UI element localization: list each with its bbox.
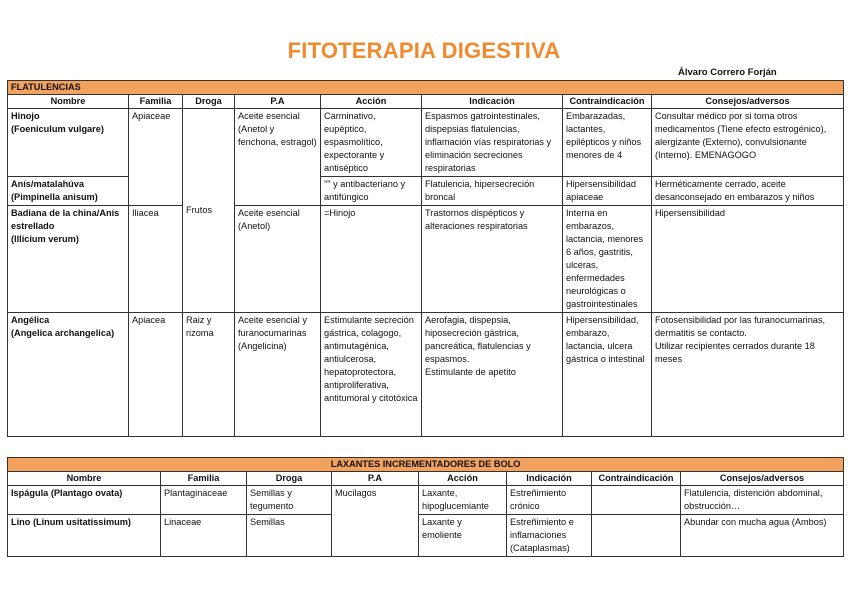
table-row [8, 486, 844, 515]
indicacion-cell: Trastornos dispépticos y alteraciones respiratorias [422, 206, 563, 313]
accion-cell: Laxante, hipoglucemiante [419, 486, 507, 515]
familia-cell: Apiaceae [129, 109, 183, 206]
accion-cell: Estimulante secreción gástrica, colagogo, antimutagénica, antiulcerosa, hepatoprotectora, antiproliferativa, antitumoral y citotóxica [321, 313, 422, 437]
common-name: Hinojo [11, 111, 40, 121]
consejos-cell: Abundar con mucha agua (Ambos) [681, 515, 844, 557]
consejos-text: Utilizar recipientes cerrados durante 18 meses [655, 341, 815, 364]
droga-cell: Frutos [183, 109, 235, 313]
col-header: Acción [321, 95, 422, 109]
author-name: Álvaro Correro Forján [678, 67, 777, 78]
pa-cell: Aceite esencial (Anetol) [235, 206, 321, 313]
indicacion-cell: Estreñimiento e inflamaciones (Cataplasmas) [507, 515, 592, 557]
accion-cell: Carminativo, eupéptico, espasmolítico, expectorante y antiséptico [321, 109, 422, 177]
common-name: Angélica [11, 315, 50, 325]
indicacion-cell [422, 313, 563, 437]
col-header: Contraindicación [592, 472, 681, 486]
droga-cell: Semillas y tegumento [247, 486, 332, 515]
common-name: Anís/matalahúva [11, 179, 85, 189]
col-header: P.A [235, 95, 321, 109]
laxantes-table [7, 457, 844, 557]
pa-cell: Aceite esencial (Anetol y fenchona, estragol) [235, 109, 321, 206]
latin-name: (Angelica archangelica) [11, 328, 115, 338]
familia-cell: Plantaginaceae [161, 486, 247, 515]
page-title: FITOTERAPIA DIGESTIVA [287, 38, 561, 63]
col-header: Familia [129, 95, 183, 109]
consejos-cell [652, 313, 844, 437]
droga-cell: Semillas [247, 515, 332, 557]
contra-cell [592, 515, 681, 557]
indicacion-text: Estimulante de apetito [425, 367, 516, 377]
table-row [8, 109, 844, 177]
latin-name: (Pimpinella anisum) [11, 192, 98, 202]
accion-cell: "" y antibacteriano y antifúngico [321, 177, 422, 206]
table-row [8, 313, 844, 437]
droga-cell: Raiz y rizoma [183, 313, 235, 437]
nombre-cell [8, 206, 129, 313]
section-title: LAXANTES INCREMENTADORES DE BOLO [8, 458, 844, 472]
nombre-cell [8, 313, 129, 437]
col-header: Nombre [8, 95, 129, 109]
indicacion-cell: Estreñimiento crónico [507, 486, 592, 515]
indicacion-cell: Flatulencia, hipersecreción broncal [422, 177, 563, 206]
common-name: Badiana de la china/Anís estrellado [11, 208, 120, 231]
col-header: Contraindicación [563, 95, 652, 109]
pa-cell: Mucilagos [332, 486, 419, 557]
latin-name: (Illicium verum) [11, 234, 79, 244]
flatulencias-table [7, 80, 844, 437]
col-header: Acción [419, 472, 507, 486]
col-header: Indicación [507, 472, 592, 486]
accion-cell: =Hinojo [321, 206, 422, 313]
contra-cell: Hipersensibilidad apiaceae [563, 177, 652, 206]
col-header: Consejos/adversos [652, 95, 844, 109]
nombre-cell: Ispágula (Plantago ovata) [8, 486, 161, 515]
consejos-cell: Flatulencia, distención abdominal, obstrucción… [681, 486, 844, 515]
col-header: P.A [332, 472, 419, 486]
col-header: Droga [247, 472, 332, 486]
pa-cell: Aceite esencial y furanocumarinas (Angelicina) [235, 313, 321, 437]
col-header: Droga [183, 95, 235, 109]
nombre-cell [8, 109, 129, 177]
indicacion-text: Aerofagia, dispepsia, hiposecreción gástrica, pancreática, flatulencias y espasmos. [425, 315, 531, 364]
consejos-cell: Hipersensibilidad [652, 206, 844, 313]
table-row [8, 206, 844, 313]
accion-cell: Laxante y emoliente [419, 515, 507, 557]
contra-cell [592, 486, 681, 515]
consejos-cell: Consultar médico por si toma otros medicamentos (Tiene efecto estrogénico), alergizante (Externo), convulsionante (Interno). EMENAGOGO [652, 109, 844, 177]
contra-cell: Embarazadas, lactantes, epilépticos y niños menores de 4 [563, 109, 652, 177]
col-header: Familia [161, 472, 247, 486]
table-row [8, 515, 844, 557]
col-header: Nombre [8, 472, 161, 486]
nombre-cell: Lino (Linum usitatissimum) [8, 515, 161, 557]
latin-name: (Foeniculum vulgare) [11, 124, 104, 134]
contra-cell: Hipersensibilidad, embarazo, lactancia, ulcera gástrica o intestinal [563, 313, 652, 437]
contra-cell: Interna en embarazos, lactancia, menores 6 años, gastritis, ulceras, enfermedades neurológicas o gastrointestinales [563, 206, 652, 313]
familia-cell: Apiacea [129, 313, 183, 437]
section-title: FLATULENCIAS [8, 81, 844, 95]
col-header: Consejos/adversos [681, 472, 844, 486]
nombre-cell [8, 177, 129, 206]
familia-cell: Linaceae [161, 515, 247, 557]
col-header: Indicación [422, 95, 563, 109]
consejos-text: Fotosensibilidad por las furanocumarinas, dermatitis se contacto. [655, 315, 826, 338]
indicacion-cell: Espasmos gatrointestinales, dispepsias flatulencias, inflamación vías respiratorias y eliminación secreciones respiratorias [422, 109, 563, 177]
header-row [8, 95, 844, 109]
consejos-cell: Herméticamente cerrado, aceite desanconsejado en embarazos y niños [652, 177, 844, 206]
familia-cell: Iliacea [129, 206, 183, 313]
header-row [8, 472, 844, 486]
